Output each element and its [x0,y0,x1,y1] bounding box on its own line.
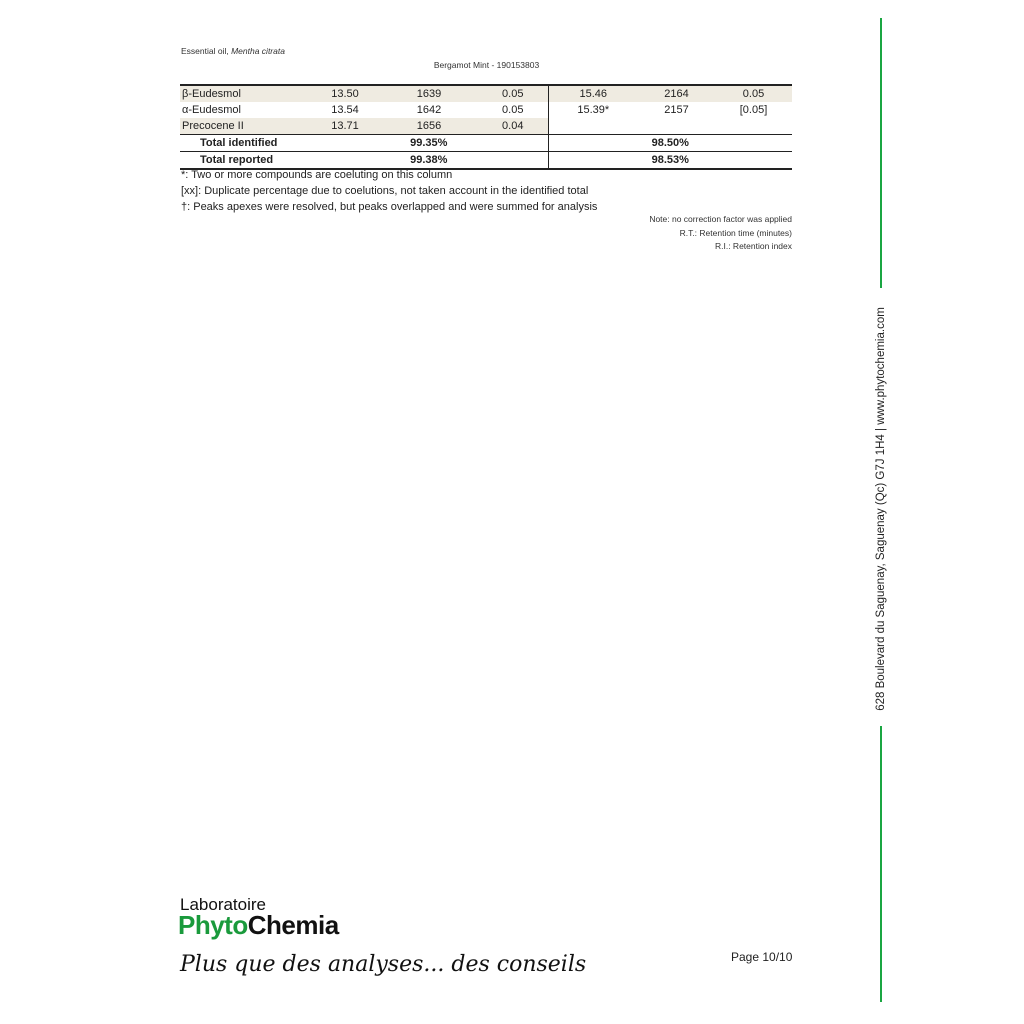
retention-index-1: 1639 [380,85,478,102]
retention-index-2 [638,118,715,135]
retention-time-1: 13.71 [310,118,380,135]
company-logo [178,910,339,941]
compound-name: Precocene II [180,118,310,135]
sidebar-rule-top [880,18,882,288]
note-coeluting: *: Two or more compounds are coeluting on this column [181,169,453,181]
essential-oil-label: Essential oil, [181,46,229,56]
table-row [180,85,792,102]
retention-time-2: 15.46 [548,85,638,102]
compound-name: α-Eudesmol [182,103,241,116]
sample-title: Bergamot Mint - 190153803 [433,60,540,70]
table-notes [181,167,597,215]
logo-phyto: Phyto [178,910,248,940]
percent-1: 0.05 [502,103,524,116]
retention-index-2: 2164 [638,85,715,102]
logo-laboratoire: Laboratoire [180,895,267,914]
note-duplicate: [xx]: Duplicate percentage due to coelutions, not taken account in the identified total [181,185,589,197]
percent-2: [0.05] [739,103,768,116]
total-identified-label: Total identified [180,135,310,152]
retention-time-2 [548,118,638,135]
total-reported-label: Total reported [180,152,310,170]
total-identified-col1: 99.35% [310,135,548,152]
retention-time-1: 13.50 [310,85,380,102]
total-reported-col1: 99.38% [310,152,548,170]
table-row [180,118,792,135]
retention-index-2: 2157 [664,103,689,116]
logo-chemia: Chemia [247,910,339,940]
retention-index-1: 1642 [416,103,442,116]
note-peaks: †: Peaks apexes were resolved, but peaks overlapped and were summed for analysis [181,201,598,213]
retention-index-1: 1656 [380,118,478,135]
total-identified-row [180,135,792,152]
note-retention-index: R.I.: Retention index [714,241,792,251]
sidebar-rule-bottom [880,726,882,1002]
total-identified-col2: 98.50% [548,135,792,152]
table-legend [649,213,792,254]
address-text: 628 Boulevard du Saguenay, Saguenay (Qc) G7J 1H4 | www.phytochemia.com [875,307,887,711]
page-number: Page 10/10 [731,950,793,964]
composition-table [180,84,792,170]
slogan: Plus que des analyses... des conseils [180,952,587,977]
percent-2: 0.05 [715,85,792,102]
percent-1: 0.05 [478,85,548,102]
total-reported-col2: 98.53% [548,152,792,170]
percent-2 [715,118,792,135]
percent-1: 0.04 [478,118,548,135]
document-header-oil [181,46,285,56]
retention-time-1: 13.54 [331,103,359,116]
note-correction: Note: no correction factor was applied [649,214,792,224]
retention-time-2: 15.39* [548,102,638,118]
compound-name: β-Eudesmol [180,85,310,102]
table-row [180,102,792,118]
species-name: Mentha citrata [231,46,285,56]
note-retention-time: R.T.: Retention time (minutes) [679,227,792,238]
